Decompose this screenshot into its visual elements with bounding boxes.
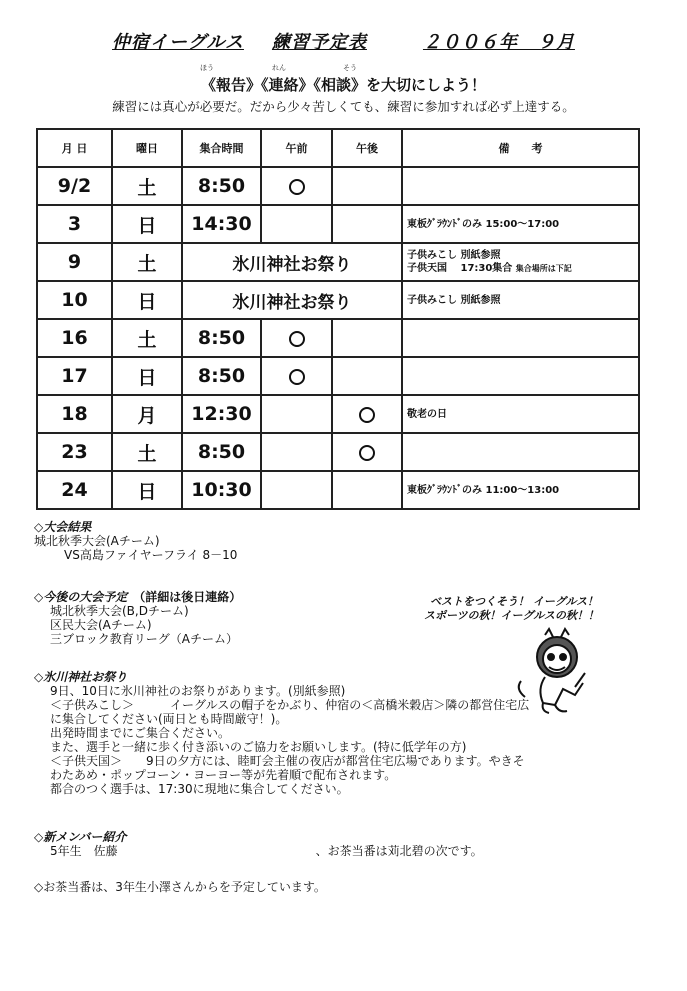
ruby-hou: ほう xyxy=(200,64,214,72)
cell-note: 子供みこし 別紙参照 xyxy=(402,281,639,319)
cell-am xyxy=(261,167,332,205)
upcoming-item: 三ブロック教育リーグ（Aチーム） xyxy=(50,632,238,646)
cell-pm xyxy=(332,357,402,395)
festival-line: に集合してください(両日とも時間厳守！)。 xyxy=(50,712,288,726)
cell-event: 氷川神社お祭り xyxy=(182,281,402,319)
table-row xyxy=(37,433,639,471)
cell-note xyxy=(402,319,639,357)
cell-am xyxy=(261,471,332,509)
cell-pm xyxy=(332,395,402,433)
circle-mark-icon xyxy=(289,369,305,385)
cell-date: 9 xyxy=(37,243,112,281)
circle-mark-icon xyxy=(359,445,375,461)
cell-pm xyxy=(332,433,402,471)
ruby-reading xyxy=(0,63,687,73)
cell-note xyxy=(402,243,639,281)
member-section xyxy=(34,830,483,858)
festival-line: ＜子供天国＞ 9日の夕方には、睦町会主催の夜店が都営住宅広場であります。やきそ xyxy=(50,754,525,768)
cell-date: 17 xyxy=(37,357,112,395)
cell-date: 16 xyxy=(37,319,112,357)
cell-am xyxy=(261,205,332,243)
header-notes: 備 考 xyxy=(402,129,639,167)
results-line-2: VS高島ファイヤーフライ 8－10 xyxy=(64,548,238,562)
header-time: 集合時間 xyxy=(182,129,261,167)
table-row xyxy=(37,357,639,395)
slogan-line-2: スポーツの秋！イーグルスの秋！！ xyxy=(424,609,599,622)
results-section xyxy=(34,520,237,562)
table-row xyxy=(37,167,639,205)
cell-day: 日 xyxy=(112,357,182,395)
cell-note: 東板ｸﾞﾗｳﾝﾄﾞのみ 11:00～13:00 xyxy=(402,471,639,509)
cell-day: 日 xyxy=(112,281,182,319)
cell-day: 月 xyxy=(112,395,182,433)
cell-day: 日 xyxy=(112,471,182,509)
cell-pm xyxy=(332,319,402,357)
doc-date: ２００６年 ９月 xyxy=(422,32,575,53)
cell-pm xyxy=(332,205,402,243)
table-row xyxy=(37,205,639,243)
table-row xyxy=(37,319,639,357)
cell-time: 8:50 xyxy=(182,319,261,357)
note-line-2 xyxy=(407,262,638,275)
member-line xyxy=(34,844,483,858)
table-row xyxy=(37,243,639,281)
note-line-2-text: 子供天国 17:30集合 xyxy=(407,263,513,274)
cell-time: 8:50 xyxy=(182,433,261,471)
cell-date: 18 xyxy=(37,395,112,433)
motto: 《報告》《連絡》《相談》を大切にしよう！ xyxy=(200,76,486,94)
results-heading: ◇大会結果 xyxy=(34,520,92,534)
circle-mark-icon xyxy=(289,331,305,347)
cell-date: 10 xyxy=(37,281,112,319)
schedule-table xyxy=(36,128,640,510)
subline: 練習には真心が必要だ。だから少々苦しくても、練習に参加すれば必ず上達する。 xyxy=(112,99,575,114)
cell-day: 土 xyxy=(112,433,182,471)
header-am: 午前 xyxy=(261,129,332,167)
table-row xyxy=(37,281,639,319)
cell-time: 10:30 xyxy=(182,471,261,509)
table-row xyxy=(37,471,639,509)
cell-am xyxy=(261,395,332,433)
festival-line: 出発時間までにご集合ください。 xyxy=(50,726,231,740)
festival-line: ＜子供みこし＞ イーグルスの帽子をかぶり、仲宿の＜高橋米穀店＞隣の都営住宅広 xyxy=(50,698,530,712)
cell-date: 24 xyxy=(37,471,112,509)
header-date: 月 日 xyxy=(37,129,112,167)
cell-day: 土 xyxy=(112,319,182,357)
upcoming-item: 区民大会(Aチーム) xyxy=(50,618,152,632)
tea-line: ◇お茶当番は、3年生小澤さんからを予定しています。 xyxy=(34,880,326,894)
cell-note xyxy=(402,433,639,471)
ruby-sou: そう xyxy=(343,64,357,72)
table-header-row xyxy=(37,129,639,167)
cell-note xyxy=(402,357,639,395)
upcoming-heading-line xyxy=(34,590,241,604)
festival-heading: ◇氷川神社お祭り xyxy=(34,670,128,684)
festival-line: 都合のつく選手は、17:30に現地に集合してください。 xyxy=(50,782,349,796)
cell-time: 12:30 xyxy=(182,395,261,433)
festival-line: わたあめ・ポップコーン・ヨーヨー等が先着順で配布されます。 xyxy=(50,768,397,782)
page-title xyxy=(0,28,687,54)
cell-am xyxy=(261,433,332,471)
cell-date: 9/2 xyxy=(37,167,112,205)
cell-note: 敬老の日 xyxy=(402,395,639,433)
upcoming-note: （詳細は後日連絡） xyxy=(139,590,242,604)
cell-pm xyxy=(332,471,402,509)
table-row xyxy=(37,395,639,433)
cell-time: 8:50 xyxy=(182,167,261,205)
festival-line: 9日、10日に氷川神社のお祭りがあります。(別紙参照) xyxy=(50,684,346,698)
results-line-1: 城北秋季大会(Aチーム) xyxy=(34,534,160,548)
cell-note: 東板ｸﾞﾗｳﾝﾄﾞのみ 15:00～17:00 xyxy=(402,205,639,243)
cell-pm xyxy=(332,167,402,205)
cell-time: 14:30 xyxy=(182,205,261,243)
slogan xyxy=(424,595,644,623)
upcoming-heading: ◇今後の大会予定 xyxy=(34,590,128,604)
cell-event: 氷川神社お祭り xyxy=(182,243,402,281)
note-line-1: 子供みこし 別紙参照 xyxy=(407,250,501,261)
cell-am xyxy=(261,319,332,357)
cell-day: 日 xyxy=(112,205,182,243)
header-day: 曜日 xyxy=(112,129,182,167)
circle-mark-icon xyxy=(289,179,305,195)
note-line-2-small: 集合場所は下記 xyxy=(515,264,572,273)
ruby-ren: れん xyxy=(272,64,286,72)
doc-title: 練習予定表 xyxy=(271,32,367,53)
upcoming-item: 城北秋季大会(B,Dチーム) xyxy=(50,604,189,618)
cell-date: 3 xyxy=(37,205,112,243)
cell-day: 土 xyxy=(112,167,182,205)
cell-am xyxy=(261,357,332,395)
cell-day: 土 xyxy=(112,243,182,281)
cell-time: 8:50 xyxy=(182,357,261,395)
cell-date: 23 xyxy=(37,433,112,471)
cell-note xyxy=(402,167,639,205)
festival-line: また、選手と一緒に歩く付き添いのご協力をお願いします。(特に低学年の方) xyxy=(50,740,467,754)
slogan-line-1: ベストをつくそう！ イーグルス！ xyxy=(430,595,599,608)
festival-section xyxy=(34,670,529,796)
team-name: 仲宿イーグルス xyxy=(112,32,244,53)
header-pm: 午後 xyxy=(332,129,402,167)
member-line-right: 、お茶当番は苅北碧の次です。 xyxy=(315,844,483,858)
member-line-left: 5年生 佐藤 xyxy=(50,844,118,858)
circle-mark-icon xyxy=(359,407,375,423)
upcoming-section xyxy=(34,590,241,646)
tea-section xyxy=(34,880,326,894)
member-heading: ◇新メンバー紹介 xyxy=(34,830,127,844)
